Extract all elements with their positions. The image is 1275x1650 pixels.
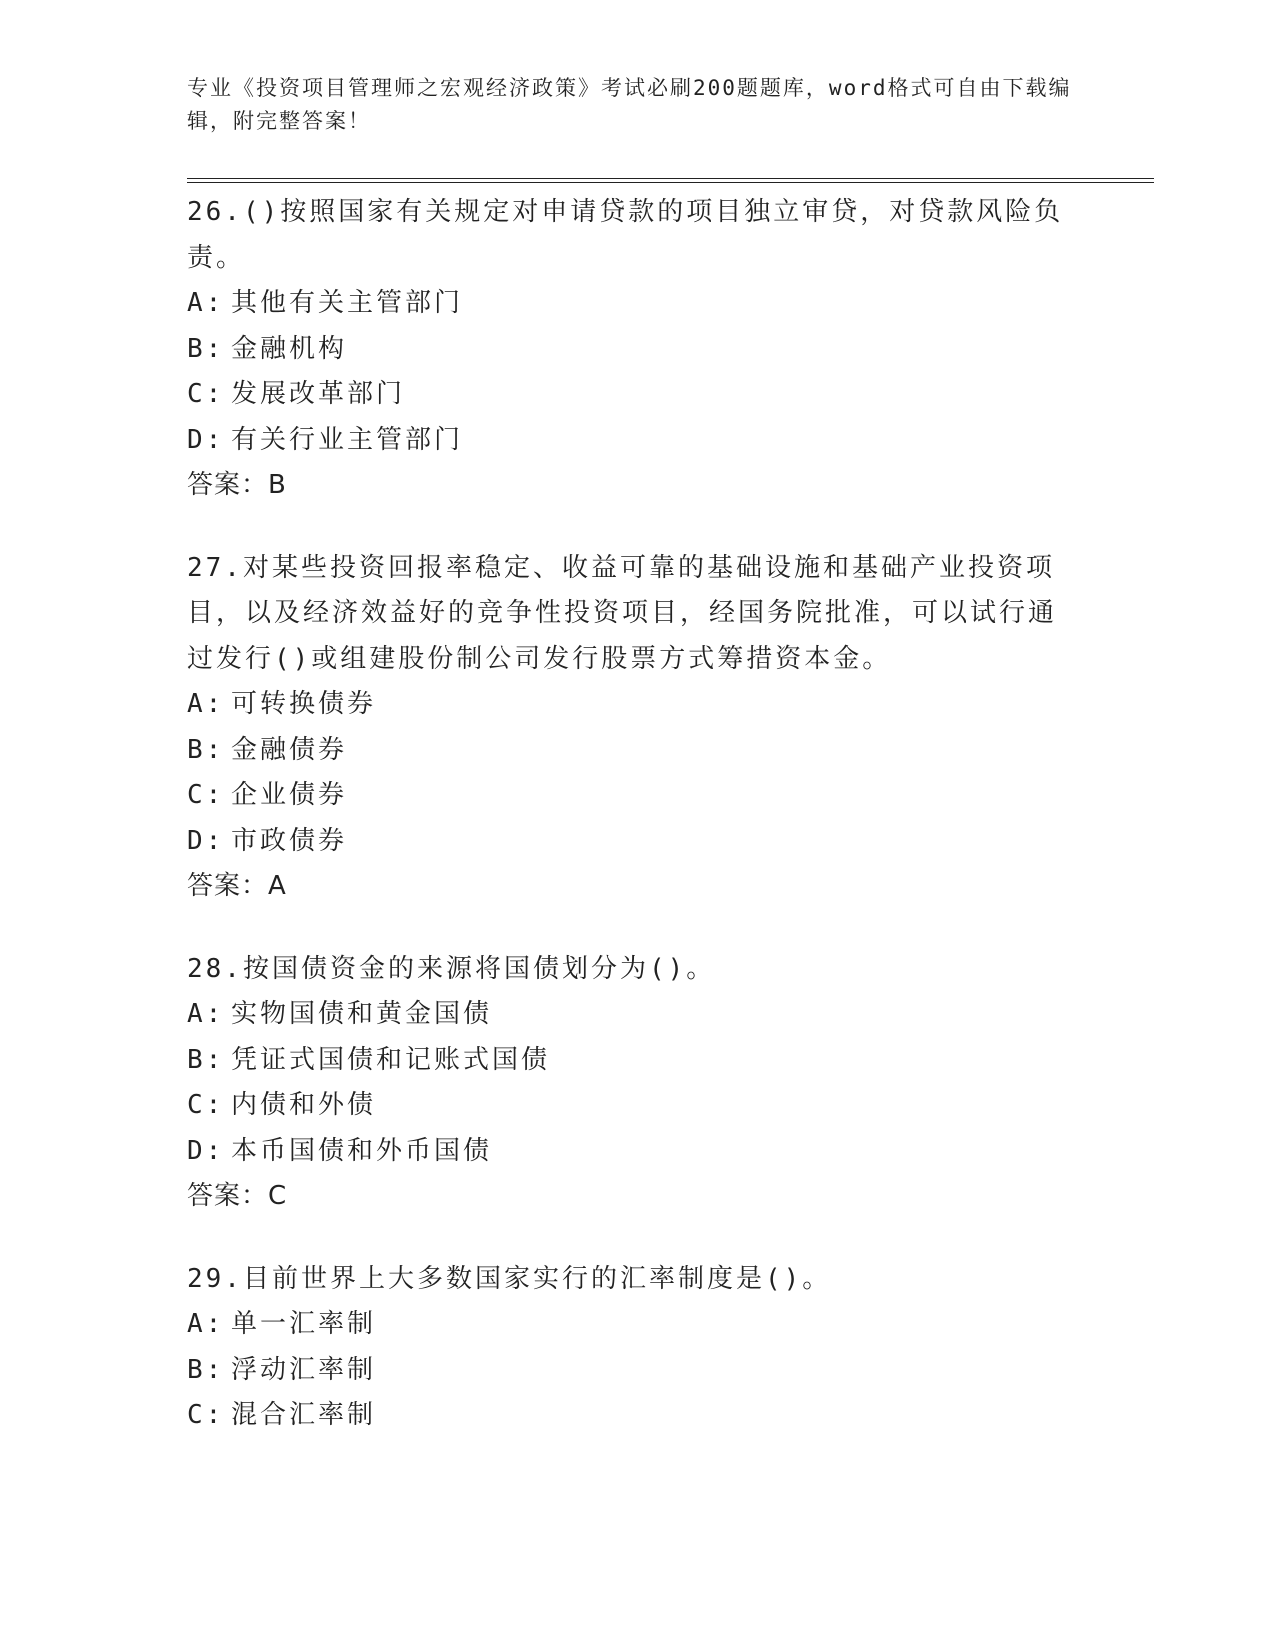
option-text: 市政债券 [231,825,348,856]
option-text: 其他有关主管部门 [231,288,464,318]
question-29 [187,1257,1077,1439]
option-letter: A: [187,1309,225,1339]
question-28 [187,947,1077,1220]
option-letter: C: [187,379,225,409]
option-letter: A: [187,689,225,719]
option-b [187,1038,1077,1084]
question-stem: 27.对某些投资回报率稳定、收益可靠的基础设施和基础产业投资项目，以及经济效益好的竞争性投资项目，经国务院批准，可以试行通过发行()或组建股份制公司发行股票方式筹措资本金。 [187,552,1058,674]
header-divider-bottom [187,182,1154,183]
option-text: 可转换债券 [231,689,377,719]
option-b [187,327,1077,373]
option-text: 实物国债和黄金国债 [231,999,493,1029]
question-26 [187,190,1077,509]
question-list [187,190,1077,1476]
option-b [187,728,1077,774]
option-b [187,1348,1077,1394]
option-text: 单一汇率制 [231,1309,377,1339]
option-letter: A: [187,999,225,1029]
option-text: 发展改革部门 [231,379,406,409]
option-a [187,281,1077,327]
option-letter: A: [187,288,225,318]
option-c [187,372,1077,418]
answer: 答案：C [187,1181,288,1211]
option-c [187,1083,1077,1129]
option-letter: B: [187,1044,225,1075]
option-text: 浮动汇率制 [231,1354,377,1385]
header-divider-top [187,178,1154,179]
option-a [187,682,1077,728]
option-c [187,773,1077,819]
option-text: 企业债券 [231,780,348,810]
option-d [187,418,1077,464]
option-text: 金融机构 [231,333,348,364]
option-letter: D: [187,825,225,856]
document-header: 专业《投资项目管理师之宏观经济政策》考试必刷200题题库，word格式可自由下载编辑，附完整答案！ [187,76,1072,133]
option-c [187,1393,1077,1439]
option-text: 内债和外债 [231,1090,377,1120]
question-27 [187,546,1077,910]
option-text: 混合汇率制 [231,1400,377,1430]
option-text: 有关行业主管部门 [231,424,464,455]
option-letter: B: [187,1354,225,1385]
option-text: 本币国债和外币国债 [231,1135,493,1166]
question-stem: 28.按国债资金的来源将国债划分为()。 [187,953,716,984]
option-letter: B: [187,734,225,765]
option-d [187,1129,1077,1175]
option-letter: D: [187,1135,225,1166]
option-letter: D: [187,424,225,455]
option-text: 金融债券 [231,734,348,765]
option-a [187,1302,1077,1348]
option-letter: C: [187,1400,225,1430]
option-a [187,992,1077,1038]
option-letter: B: [187,333,225,364]
option-letter: C: [187,1090,225,1120]
answer: 答案：A [187,871,287,901]
option-letter: C: [187,780,225,810]
answer: 答案：B [187,470,287,500]
option-d [187,819,1077,865]
question-stem: 29.目前世界上大多数国家实行的汇率制度是()。 [187,1263,832,1294]
question-stem: 26.()按照国家有关规定对申请贷款的项目独立审贷，对贷款风险负责。 [187,197,1064,273]
option-text: 凭证式国债和记账式国债 [231,1044,551,1075]
